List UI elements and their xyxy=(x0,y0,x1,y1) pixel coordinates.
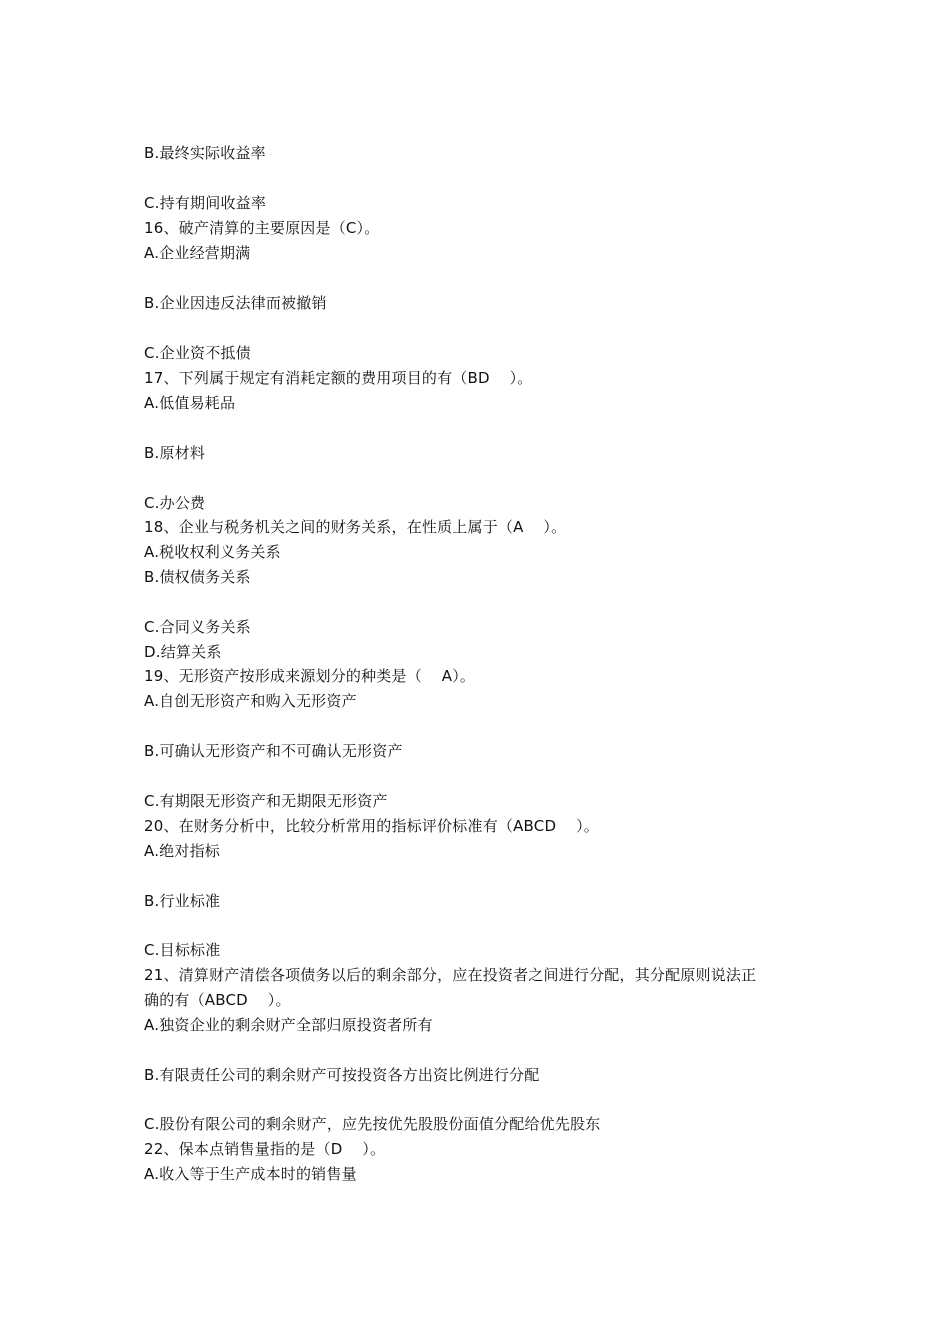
text-line: B.行业标准 xyxy=(144,892,221,910)
text-line: C.办公费 xyxy=(144,494,206,512)
question-21: 21、清算财产清偿各项债务以后的剩余部分，应在投资者之间进行分配，其分配原则说法正 xyxy=(144,966,757,984)
question-17: 17、下列属于规定有消耗定额的费用项目的有（BD ）。 xyxy=(144,369,533,387)
text-line: B.最终实际收益率 xyxy=(144,144,266,162)
text-line: C.股份有限公司的剩余财产，应先按优先股股份面值分配给优先股东 xyxy=(144,1115,601,1133)
text-line: A.自创无形资产和购入无形资产 xyxy=(144,692,357,710)
question-19: 19、无形资产按形成来源划分的种类是（ A）。 xyxy=(144,667,476,685)
text-line: B.有限责任公司的剩余财产可按投资各方出资比例进行分配 xyxy=(144,1066,540,1084)
text-line: 确的有（ABCD ）。 xyxy=(144,991,291,1009)
text-line: B.可确认无形资产和不可确认无形资产 xyxy=(144,742,403,760)
question-20: 20、在财务分析中，比较分析常用的指标评价标准有（ABCD ）。 xyxy=(144,817,599,835)
text-line: A.绝对指标 xyxy=(144,842,220,860)
text-line: A.收入等于生产成本时的销售量 xyxy=(144,1165,357,1183)
text-line: A.独资企业的剩余财产全部归原投资者所有 xyxy=(144,1016,433,1034)
text-line: C.企业资不抵债 xyxy=(144,344,251,362)
text-line: A.税收权利义务关系 xyxy=(144,543,281,561)
question-18: 18、企业与税务机关之间的财务关系，在性质上属于（A ）。 xyxy=(144,518,567,536)
text-line: B.企业因违反法律而被撤销 xyxy=(144,294,327,312)
question-22: 22、保本点销售量指的是（D ）。 xyxy=(144,1140,386,1158)
text-line: C.目标标准 xyxy=(144,941,221,959)
text-line: B.原材料 xyxy=(144,444,206,462)
question-16: 16、破产清算的主要原因是（C）。 xyxy=(144,219,380,237)
text-line: C.持有期间收益率 xyxy=(144,194,267,212)
text-line: D.结算关系 xyxy=(144,643,222,661)
text-line: B.债权债务关系 xyxy=(144,568,251,586)
text-line: C.有期限无形资产和无期限无形资产 xyxy=(144,792,388,810)
text-line: C.合同义务关系 xyxy=(144,618,251,636)
text-line: A.企业经营期满 xyxy=(144,244,251,262)
text-line: A.低值易耗品 xyxy=(144,394,236,412)
